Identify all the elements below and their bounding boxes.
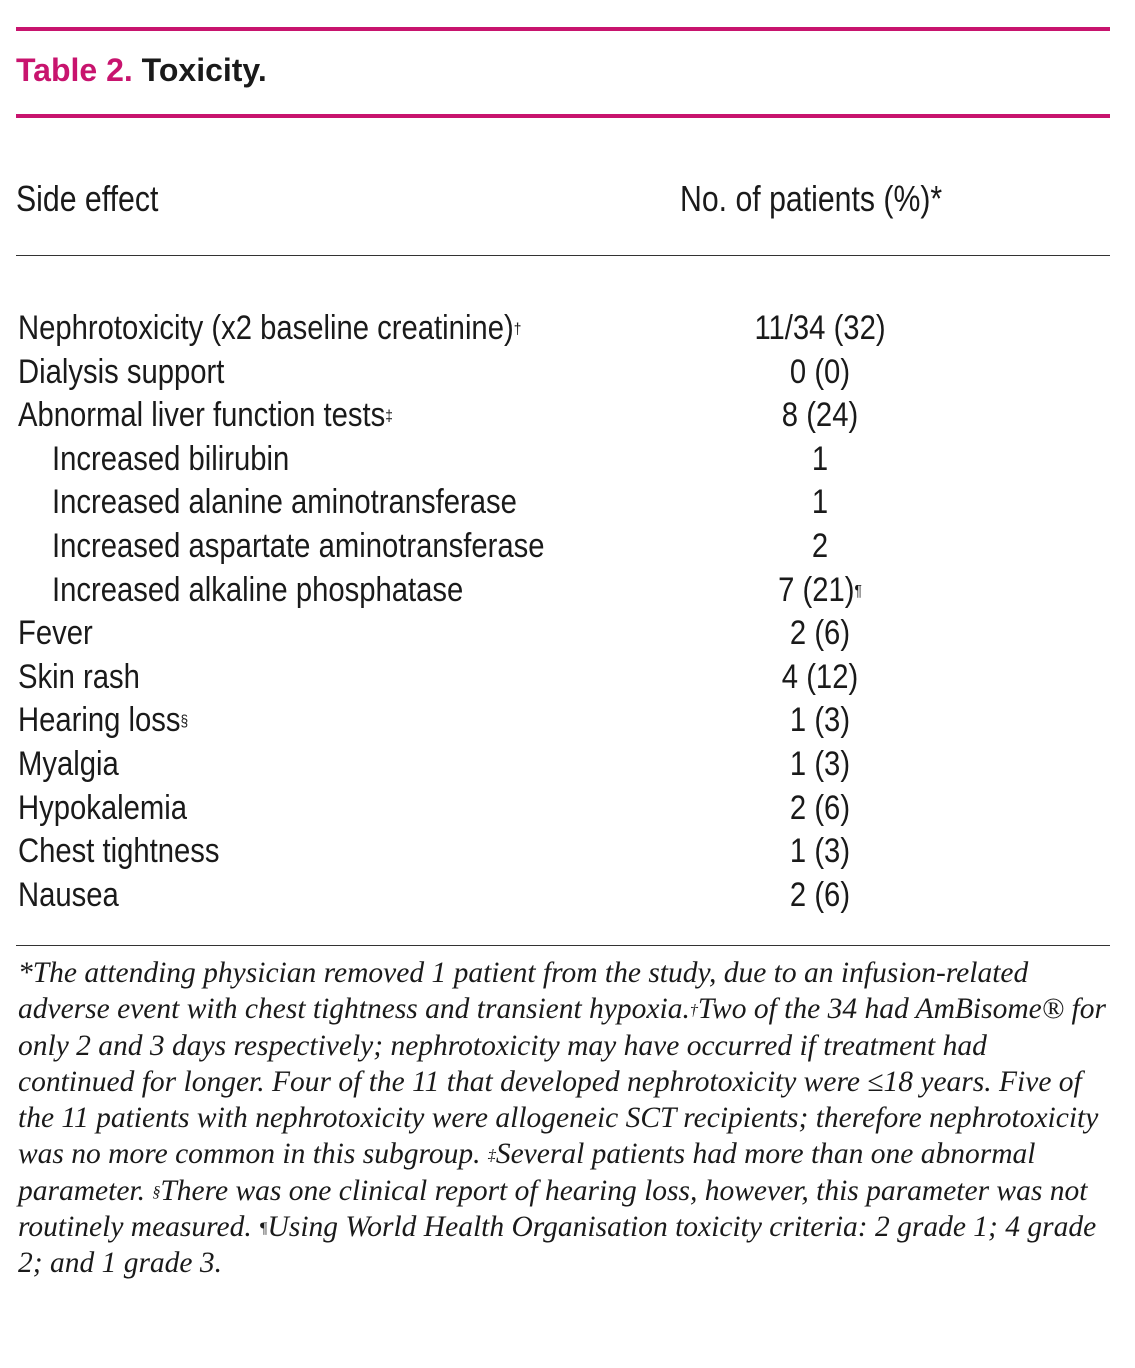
row-label-text: Chest tightness — [18, 832, 220, 871]
footnote-mark: † — [513, 321, 522, 338]
table-row — [0, 698, 1135, 742]
row-label — [18, 655, 140, 699]
row-label-text: Increased bilirubin — [52, 439, 290, 478]
row-value-text: 2 (6) — [789, 788, 851, 827]
row-value-text: 2 (6) — [789, 614, 851, 653]
table-row — [0, 742, 1135, 786]
row-label-text: Skin rash — [18, 657, 140, 696]
row-value — [754, 306, 885, 350]
footnote-ddagger-mark: ‡ — [487, 1147, 496, 1165]
column-header-patients: No. of patients (%)* — [680, 178, 943, 219]
row-value-text: 1 (3) — [789, 701, 851, 740]
table-row — [0, 350, 1135, 394]
row-value — [790, 873, 850, 917]
row-label — [18, 786, 187, 830]
row-value — [790, 742, 850, 786]
row-value-text: 11/34 (32) — [754, 309, 886, 347]
table-row — [0, 480, 1135, 524]
table-row — [0, 437, 1135, 481]
row-label — [18, 350, 224, 394]
row-value-text: 0 (0) — [789, 352, 851, 391]
row-value-text: 4 (12) — [781, 657, 859, 696]
table-row — [0, 306, 1135, 350]
row-value-text: 8 (24) — [781, 396, 859, 435]
table-caption — [16, 52, 267, 89]
footnote-mark: § — [180, 713, 189, 731]
row-value-text: 1 — [811, 439, 829, 478]
row-label — [18, 393, 393, 437]
row-value — [790, 350, 850, 394]
footnote-mark: ‡ — [385, 408, 393, 426]
row-value — [812, 480, 828, 524]
header-rule — [16, 255, 1110, 256]
row-label-text: Abnormal liver function tests — [18, 396, 386, 435]
row-value-text: 2 — [811, 526, 829, 565]
row-value-text: 2 (6) — [789, 875, 851, 914]
footnote-star: *The attending physician removed 1 patient from the study, due to an infusion-related adverse event with chest tightness and transient hypoxia. — [18, 957, 1029, 1026]
row-value — [790, 611, 850, 655]
caption-rule — [16, 114, 1110, 118]
footnote-section-mark: § — [152, 1183, 161, 1201]
row-label-text: Nausea — [18, 875, 119, 914]
table-row — [0, 568, 1135, 612]
table-row — [0, 393, 1135, 437]
footnote-pilcrow: Using World Health Organisation toxicity criteria: 2 grade 1; 4 grade 2; and 1 grade 3. — [18, 1211, 1097, 1280]
row-label-text: Increased alkaline phosphatase — [52, 570, 464, 609]
row-label — [18, 873, 119, 917]
footnote-ddagger: Several patients had more than one abnormal parameter. — [18, 1138, 1036, 1207]
row-label — [18, 698, 188, 742]
footnotes — [18, 955, 1110, 1282]
row-label-text: Nephrotoxicity (x2 baseline creatinine) — [18, 309, 514, 347]
row-value — [790, 698, 850, 742]
row-value — [790, 786, 850, 830]
row-label — [52, 524, 544, 568]
row-label — [52, 480, 517, 524]
row-label — [18, 829, 220, 873]
table-row — [0, 524, 1135, 568]
table-row — [0, 655, 1135, 699]
row-label-text: Myalgia — [18, 744, 119, 783]
footnote-dagger: Two of the 34 had AmBisome® for only 2 and 3 days respectively; nephrotoxicity may have occurred if treatment had continued for longer. Four of the 11 that developed nephrotoxicity were ≤18 years. Five of the 11 patients with nephrotoxicity were allogeneic SCT recipients; therefore nephrotoxicity was no more common in this subgroup. — [18, 993, 1106, 1171]
table-body — [0, 306, 1135, 916]
row-value — [812, 524, 828, 568]
footnote-pilcrow-mark: ¶ — [259, 1220, 268, 1238]
row-value-text: 1 (3) — [789, 832, 851, 871]
row-label-text: Dialysis support — [18, 352, 225, 391]
row-label-text: Increased alanine aminotransferase — [52, 483, 517, 522]
row-label — [18, 306, 521, 350]
row-label — [18, 742, 119, 786]
row-value-text: 7 (21) — [778, 570, 855, 609]
row-value — [782, 655, 858, 699]
row-value — [790, 829, 850, 873]
footnote-dagger-mark: † — [689, 1002, 698, 1020]
row-value-text: 1 (3) — [789, 744, 851, 783]
row-label — [52, 568, 463, 612]
footnote-section: There was one clinical report of hearing loss, however, this parameter was not routinely measured. — [18, 1174, 1088, 1244]
row-label — [52, 437, 289, 481]
row-label-text: Increased aspartate aminotransferase — [52, 526, 545, 565]
footnote-mark: ¶ — [854, 582, 862, 600]
row-label-text: Hearing loss — [18, 701, 181, 740]
table-row — [0, 829, 1135, 873]
table-title: Toxicity. — [141, 52, 267, 88]
row-value — [778, 568, 862, 612]
row-label — [18, 611, 93, 655]
table-label: Table 2. — [16, 52, 133, 88]
table-row — [0, 786, 1135, 830]
top-rule — [16, 27, 1110, 31]
row-value-text: 1 — [811, 483, 829, 522]
row-value — [782, 393, 858, 437]
footer-rule — [16, 945, 1110, 946]
row-label-text: Fever — [18, 614, 93, 653]
row-label-text: Hypokalemia — [18, 788, 188, 827]
column-header-side-effect: Side effect — [16, 178, 159, 219]
table-row — [0, 873, 1135, 917]
table-row — [0, 611, 1135, 655]
row-value — [812, 437, 828, 481]
